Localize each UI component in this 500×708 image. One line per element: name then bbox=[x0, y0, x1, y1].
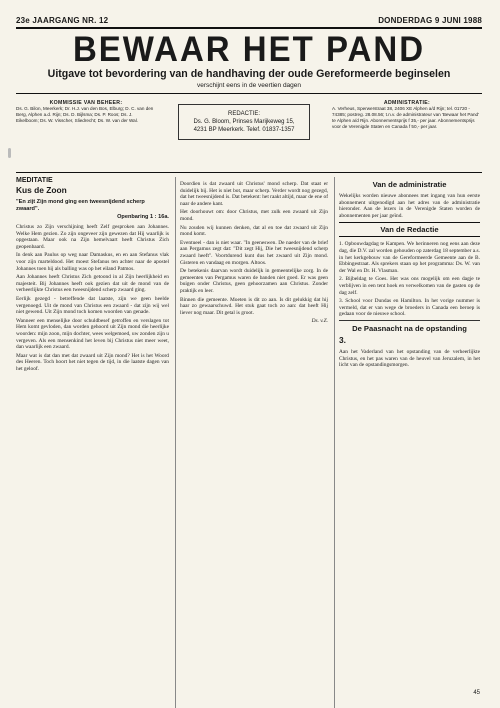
list-item: 3. School voor Dundas en Hamilton. In het vorige nummer is vermeld, dat er van wege de broeders in Canada een beroep is gedaan voor de nieuwe school. bbox=[339, 298, 480, 318]
issue-date: DONDERDAG 9 JUNI 1988 bbox=[378, 16, 482, 25]
paragraph: Eventueel - dan is niet waar. "In geeneswen. De naeder van de brief aan Pergamus zegt dat: "Dit zegt Hij, Die het tweesnijdend scherp zwaard heeft". Voortdurend kunt dus het zwaard uit Zijn mond. Gisteren en vandaag en morgen. Altoos. bbox=[180, 239, 328, 266]
paragraph: Wanneer een menselijke door schuldbesef getroffen en verslagen tot Hem komt gevloden, dan worden gehoord uit Zijn mond die heerlijke woorden: mijn zoon, mijn dochter, wees welgemoed, uw zonden zijn u vergeven. Als een mensenkind het leven bij Christus niet meer weet, dan waarlijk een zwaard. bbox=[16, 317, 169, 351]
info-bar bbox=[16, 97, 482, 173]
masthead-subtitle: Uitgave tot bevordering van de handhaving der oude Gereformeerde beginselen bbox=[47, 68, 451, 80]
redactie-name: Ds. G. Bloom, Prinses Marijkeweg 15, bbox=[193, 119, 295, 125]
publication-frequency: verschijnt eens in de veertien dagen bbox=[196, 82, 302, 89]
meditatie-signature: Ds. v.Z. bbox=[311, 318, 328, 325]
masthead-title: BEWAAR HET PAND bbox=[72, 28, 426, 69]
paasnacht-body bbox=[339, 349, 480, 369]
page-number: 45 bbox=[473, 690, 480, 696]
meditatie-quote: "En zijt Zijn mond ging een tweesnijdend scherp zwaard". bbox=[16, 199, 145, 212]
list-item: 2. Bijbeldag te Goes. Het was ons mogelijk om een dagje te verblijven in een tent hoek en verwelkomen van de gasten op de dag zelf. bbox=[339, 276, 480, 296]
column-meditatie-continued bbox=[175, 177, 328, 708]
paragraph: Doordien is dat zwaard uit Christus' mond scherp. Dat staat er duidelijk bij. Het is niet bot, maar scherp. Verder wordt nog gezegd, dat het tweesnijdend is. Dat betekent: het raakt altijd, maar de ene of naar de andere kant. bbox=[180, 181, 328, 207]
paper-smudge bbox=[8, 148, 11, 158]
administratie-text bbox=[339, 193, 480, 219]
redactie-block bbox=[166, 100, 322, 166]
commissie-block bbox=[16, 100, 156, 166]
header-rule bbox=[16, 93, 482, 94]
paragraph: Het doorhouwt om: door Christus, met zulk een zwaard uit Zijn mond. bbox=[180, 209, 328, 222]
commissie-heading: KOMMISSIE VAN BEHEER: bbox=[49, 100, 123, 106]
top-bar bbox=[16, 16, 482, 29]
article-columns bbox=[16, 177, 482, 708]
paragraph: De betekenis daarvan wordt duidelijk in gemeentelijke zorg. In de gemeenten van Pergamus waren de banden niet goed. Er was geen buigen onder Christus, geen gehoorzamen aan Christus. Zonder praktijk en leer. bbox=[180, 268, 328, 294]
meditatie-reference: Openbaring 1 : 16a. bbox=[117, 214, 169, 220]
list-item: 1. Opbouwdagdag te Kampen. We herinneren nog eens aan deze dag, die D.V. zal worden gehouden op zaterdag 18 september a.s. in het kerkgebouw van de Gereformeerde Gemeente aan de B. Ebbingestraat. Als sprekers staan op het programma: Ds. W. van der Wal en Dr. H. Vlasman. bbox=[339, 241, 480, 274]
paragraph: Christus zo Zijn verschijning heeft Zelf gesproken aan Johannes. Welke Hem gezien. Zo zijn ongeveer zijn gewezen dat Hij waarlijk is opgestaan. Maar ook na Zijn hemelvaart heeft Christus Zich geopenbaard. bbox=[16, 224, 169, 250]
paragraph: Eerlijk gezegd - betreffende dat laatste, zijn we geen heelde vergenoegd. Uit de mond van Christus een zwaard - dat zijn wij wel niet gewend. Uit Zijn mond toch komen woorden van genade. bbox=[16, 295, 169, 316]
paasnacht-number: 3. bbox=[339, 334, 346, 345]
meditatie-title: Kus de Zoon bbox=[16, 185, 67, 195]
redactie-items bbox=[339, 241, 480, 318]
paragraph: Wekelijks worden nieuwe abonnees met ingang van hun eerste abonnement uitgenodigd aan het adres van de administratie hieronder. Aan de lezers in de Verenigde Staten worden de abonnementen per jaar geïnd. bbox=[339, 193, 480, 219]
meditatie-body-continued bbox=[180, 181, 328, 316]
admin-heading: ADMINISTRATIE: bbox=[383, 100, 431, 106]
admin-text: A. Verheus, Sperwerstraat 38, 2406 XE Alphen a/d Rijn; tel. 01720 - 74385; postreg. 28.08.56; t.n.v. de administrateur van 'Bewaar het Pand' te Alphen a/d Rijn. Abonnementsprijs f 35,- per jaar. Abonnementsprijs voor de Verenigde Staten en Canada f 50,- per jaar. bbox=[332, 106, 479, 129]
paragraph: In denk aan Paulus op weg naar Damaskus, en en aan Stefanus vlak voor zijn marteldood. Het moest Stefanus ten achter naar de apostel Johannes toen hij als balling was op het eiland Patmos. bbox=[16, 252, 169, 272]
paragraph: Aan het Vaderland van het opstanding van de verheerlijkte Christus, en het pas waren van de heuvel van Jeruzalem, in het licht van de opstandingsmorgen. bbox=[339, 348, 480, 369]
paragraph: Nu zouden wij kunnen denken, dat al en toe dat zwaard uit Zijn mond komt. bbox=[180, 224, 328, 238]
divider bbox=[339, 320, 480, 321]
redactie-address: 4231 BP Meerkerk. Telef. 01837-1357 bbox=[193, 127, 295, 133]
volume-number: 23e JAARGANG NR. 12 bbox=[16, 16, 109, 25]
paragraph: Aan Johannes heeft Christus Zich getoond in al Zijn heerlijkheid en majesteit. Bij Johannes heeft ook gezien dat uit de mond van de verheerlijkte Christus een tweesnijdend scherp zwaard ging. bbox=[16, 274, 169, 294]
redactie-section-heading: Van de Redactie bbox=[339, 222, 480, 237]
commissie-text: Ds. G. Bilon, Meerkerk; Dr. H.J. van den Bos, Elburg; D. C. van den Berg, Alphen a.d. Rijn; Ds. D. Bijlsma; Ds. P. Roos; Ds. J. Eikelboom; Ds. W. Visscher, Sliedrecht; Ds. W. van der Wal. bbox=[16, 106, 154, 123]
paasnacht-heading: De Paasnacht na de opstanding bbox=[352, 323, 467, 333]
admin-block bbox=[332, 100, 482, 166]
administratie-heading: Van de administratie bbox=[372, 180, 447, 189]
paragraph: Binnen die gemeente. Moeten is dit zo aan. Is dit gelukkig dat hij haar zo gewaarschuwd. Het stuk gaat toch zo aan: dat heeft Hij liever nog maar. Dit getal is groot. bbox=[180, 296, 328, 316]
meditatie-body bbox=[16, 224, 169, 372]
redactie-box bbox=[178, 104, 310, 140]
column-meditatie bbox=[16, 177, 169, 708]
column-news bbox=[334, 177, 480, 708]
redactie-heading: REDACTIE: bbox=[227, 111, 260, 117]
section-meditatie: MEDITATIE bbox=[16, 177, 53, 184]
paragraph: Maar wat is dat dan met dat zwaard uit Zijn mond? Het is het Woord des Heeren. Toch hoort het niet tegen de tijd, in die laatste dagen van het geloof. bbox=[16, 352, 169, 372]
